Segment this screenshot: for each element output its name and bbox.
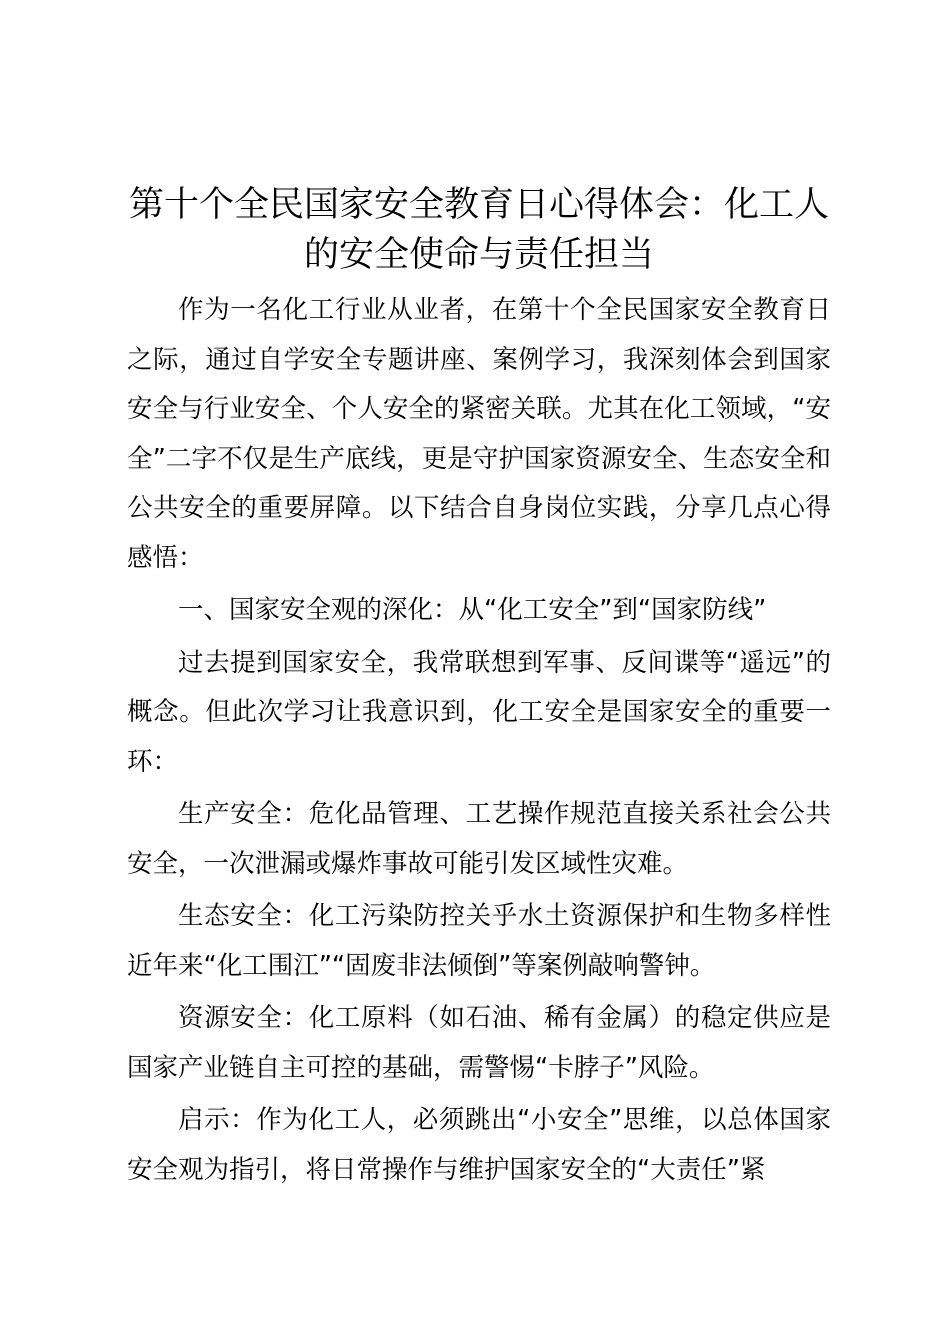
document-title: 第十个全民国家安全教育日心得体会：化工人的安全使命与责任担当 bbox=[128, 185, 829, 275]
body-paragraph-production-safety: 生产安全：危化品管理、工艺操作规范直接关系社会公共安全，一次泄漏或爆炸事故可能引发区域性灾难。 bbox=[127, 799, 831, 879]
body-paragraph-ecological-safety: 生态安全：化工污染防控关乎水土资源保护和生物多样性近年来“化工围江”“固废非法倾倒”等案例敲响警钟。 bbox=[127, 901, 831, 981]
body-paragraph-resource-safety: 资源安全：化工原料（如石油、稀有金属）的稳定供应是国家产业链自主可控的基础，需警惕“卡脖子”风险。 bbox=[127, 1003, 831, 1083]
section-heading-1: 一、国家安全观的深化：从“化工安全”到“国家防线” bbox=[178, 595, 767, 625]
document-body bbox=[127, 180, 831, 1198]
body-paragraph-insight: 启示：作为化工人，必须跳出“小安全”思维，以总体国家安全观为指引，将日常操作与维护国家安全的“大责任”紧 bbox=[127, 1105, 831, 1185]
body-paragraph: 过去提到国家安全，我常联想到军事、反间谍等“遥远”的概念。但此次学习让我意识到，化工安全是国家安全的重要一环： bbox=[127, 647, 831, 777]
intro-paragraph: 作为一名化工行业从业者，在第十个全民国家安全教育日之际，通过自学安全专题讲座、案例学习，我深刻体会到国家安全与行业安全、个人安全的紧密关联。尤其在化工领域，“安全”二字不仅是生产底线，更是守护国家资源安全、生态安全和公共安全的重要屏障。以下结合自身岗位实践，分享几点心得感悟： bbox=[127, 295, 831, 573]
